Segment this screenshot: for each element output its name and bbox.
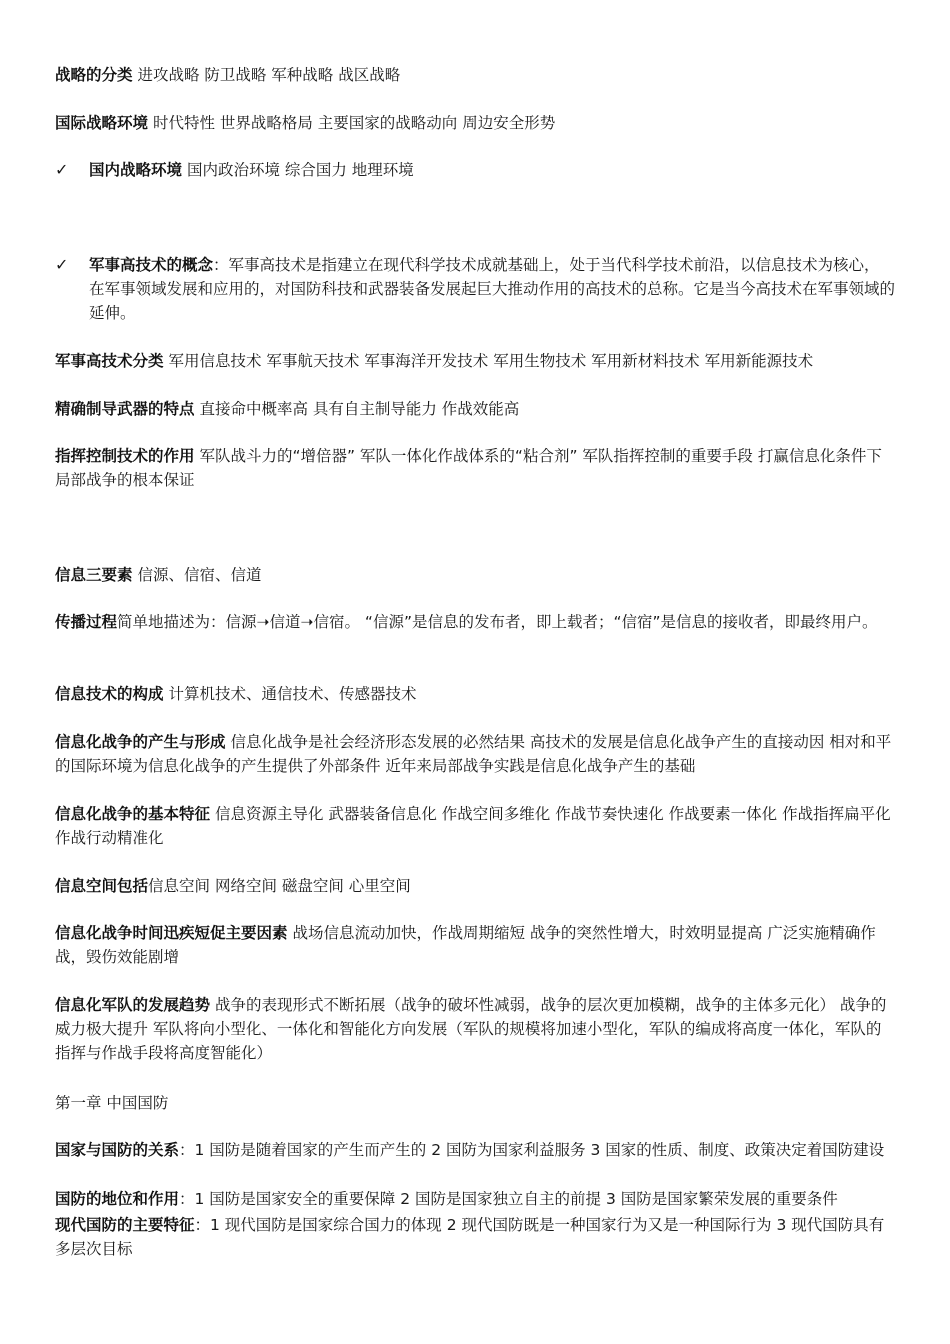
term-label: 指挥控制技术的作用: [55, 447, 195, 465]
term-label: 信息三要素: [55, 566, 133, 584]
term-text: 信息化战争是社会经济形态发展的必然结果 高技术的发展是信息化战争产生的直接动因 相对和平的国际环境为信息化战争的产生提供了外部条件 近年来局部战争实践是信息化战争产生的基础: [55, 733, 892, 775]
term-text: 时代特性 世界战略格局 主要国家的战略动向 周边安全形势: [148, 114, 556, 132]
term-text: ：1 现代国防是国家综合国力的体现 2 现代国防既是一种国家行为又是一种国际行为 3 现代国防具有多层次目标: [55, 1216, 885, 1258]
term-label: 信息化战争的基本特征: [55, 805, 211, 823]
info-war-origin: [55, 730, 895, 778]
term-label: 军事高技术的概念: [89, 256, 214, 274]
military-high-tech-concept: [55, 253, 895, 325]
term-label: 信息技术的构成: [55, 685, 164, 703]
term-text: 信源、信宿、信道: [132, 566, 262, 584]
term-text: 简单地描述为：信源➝信道➝信宿。 “信源”是信息的发布者，即上载者；“信宿”是信息的接收者，即最终用户。: [117, 613, 878, 631]
term-text: 计算机技术、通信技术、传感器技术: [163, 685, 417, 703]
term-text: 直接命中概率高 具有自主制导能力 作战效能高: [194, 400, 520, 418]
term-text: 战场信息流动加快，作战周期缩短 战争的突然性增大，时效明显提高 广泛实施精确作战，毁伤效能剧增: [55, 924, 876, 966]
term-label: 现代国防的主要特征: [55, 1216, 195, 1234]
term-label: 国防的地位和作用: [55, 1190, 180, 1208]
term-text: 战争的表现形式不断拓展（战争的破坏性减弱，战争的层次更加模糊，战争的主体多元化） 战争的威力极大提升 军队将向小型化、一体化和智能化方向发展（军队的规模将加速小型化，军队的编成将高度一体化，军队的指挥与作战手段将高度智能化）: [55, 996, 887, 1062]
military-high-tech-classification: [55, 349, 895, 373]
term-text: 进攻战略 防卫战略 军种战略 战区战略: [132, 66, 401, 84]
term-label: 军事高技术分类: [55, 352, 164, 370]
term-label: 信息空间包括: [55, 877, 149, 895]
term-label: 精确制导武器的特点: [55, 400, 195, 418]
term-text: ：1 国防是随着国家的产生而产生的 2 国防为国家利益服务 3 国家的性质、制度、政策决定着国防建设: [179, 1141, 885, 1159]
information-tech-composition: [55, 682, 895, 706]
info-military-trends: [55, 993, 895, 1065]
term-label: 国际战略环境: [55, 114, 149, 132]
chapter-heading: [55, 1091, 895, 1115]
state-defense-relation: [55, 1138, 895, 1162]
term-label: 信息化战争的产生与形成: [55, 733, 226, 751]
strategy-classification: [55, 63, 895, 87]
precision-guided-weapons: [55, 397, 895, 421]
information-space: [55, 874, 895, 898]
term-text: 军用信息技术 军事航天技术 军事海洋开发技术 军用生物技术 军用新材料技术 军用新能源技术: [163, 352, 814, 370]
term-text: 国内政治环境 综合国力 地理环境: [182, 161, 414, 179]
domestic-strategic-environment: [55, 158, 895, 182]
term-label: 国家与国防的关系: [55, 1141, 180, 1159]
defense-status-role: [55, 1187, 895, 1211]
term-text: 军队战斗力的“增倍器” 军队一体化作战体系的“粘合剂” 军队指挥控制的重要手段 打赢信息化条件下局部战争的根本保证: [55, 447, 882, 489]
term-text: 信息空间 网络空间 磁盘空间 心里空间: [148, 877, 411, 895]
modern-defense-features: [55, 1213, 895, 1261]
term-label: 信息化军队的发展趋势: [55, 996, 211, 1014]
information-three-elements: [55, 563, 895, 587]
term-text: ：1 国防是国家安全的重要保障 2 国防是国家独立自主的前提 3 国防是国家繁荣发展的重要条件: [179, 1190, 838, 1208]
term-label: 国内战略环境: [89, 161, 183, 179]
term-text: 信息资源主导化 武器装备信息化 作战空间多维化 作战节奏快速化 作战要素一体化 作战指挥扁平化 作战行动精准化: [55, 805, 891, 847]
chapter-title: 第一章 中国国防: [55, 1094, 169, 1112]
check-icon: ✓: [55, 160, 69, 179]
check-icon: ✓: [55, 255, 69, 274]
command-control-role: [55, 444, 895, 492]
international-strategic-environment: [55, 111, 895, 135]
term-text: ：军事高技术是指建立在现代科学技术成就基础上，处于当代科学技术前沿，以信息技术为核心，在军事领域发展和应用的，对国防科技和武器装备发展起巨大推动作用的高技术的总称。它是当今高技术在军事领域的延伸。: [89, 256, 896, 322]
propagation-process: [55, 610, 895, 634]
term-label: 信息化战争时间迅疾短促主要因素: [55, 924, 288, 942]
info-war-time-factors: [55, 921, 895, 969]
term-label: 传播过程: [55, 613, 118, 631]
term-label: 战略的分类: [55, 66, 133, 84]
info-war-features: [55, 802, 895, 850]
